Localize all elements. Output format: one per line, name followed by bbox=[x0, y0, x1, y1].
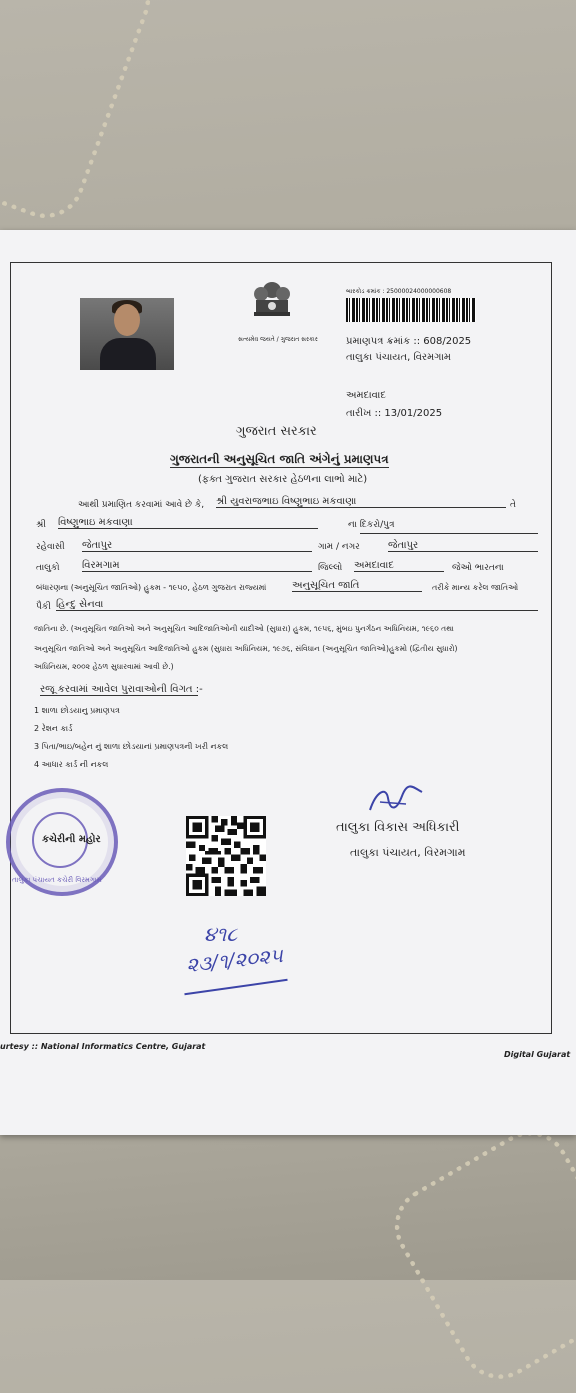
background-rope bbox=[0, 0, 161, 229]
ashoka-emblem-icon bbox=[246, 278, 298, 330]
resident-label: રહેવાસી bbox=[36, 542, 65, 552]
city: અમદાવાદ bbox=[346, 390, 386, 401]
footer-brand: Digital Gujarat bbox=[504, 1050, 571, 1059]
taluka-value: વિરમગામ bbox=[82, 560, 312, 572]
para-line-1: જાતિના છે. (અનુસૂચિત જાતિઓ અને અનુસૂચિત આદિજાતિઓની યાદીઓ (સુધારા) હુકમ, ૧૯૫૬, મુંબઇ પુનર્ગઠન અધિનિયમ, ૧૯૬૦ તથા bbox=[34, 624, 454, 633]
para-line-3: અધિનિયમ, ૨૦૦૨ હેઠળ સુધારવામાં આવી છે.) bbox=[34, 662, 174, 671]
certificate-subtitle: (ફક્ત ગુજરાત સરકાર હેઠળના લાભો માટે) bbox=[198, 474, 368, 485]
footer-courtesy: urtesy :: National Informatics Centre, Gujarat bbox=[0, 1042, 206, 1051]
village-value: જેતાપુર bbox=[388, 540, 538, 552]
caste-category: અનુસૂચિત જાતિ bbox=[292, 580, 422, 592]
india-text: જેઓ ભારતના bbox=[452, 563, 504, 573]
village-label: ગામ / નગર bbox=[318, 542, 360, 552]
father-name: વિષ્ણુભાઇ મકવાણા bbox=[58, 517, 318, 529]
handwritten-date: ૨૩/૧/૨૦૨૫ bbox=[185, 942, 284, 978]
certificate-title: ગુજરાતની અનુસૂચિત જાતિ અંગેનું પ્રમાણપત્ર bbox=[170, 452, 389, 466]
district-label: જિલ્લો bbox=[318, 563, 343, 573]
certificate-number: પ્રમાણપત્ર ક્રમાંક :: 608/2025 bbox=[346, 336, 472, 347]
officer-designation: તાલુકા વિકાસ અધિકારી bbox=[336, 820, 460, 835]
document-item: 4 આધાર કાર્ડ ની નકલ bbox=[34, 760, 109, 769]
emblem-caption: સત્યમેવ જયતે / ગુજરાત સરકાર bbox=[238, 336, 318, 343]
applicant-photo bbox=[80, 298, 174, 370]
para-line-2: અનુસૂચિત જાતિઓ અને અનુસૂચિત આદિજાતિઓ હુકમ (સુધારા અધિનિયમ, ૧૯૭૬, સંવિધાન (અનુસૂચિત જાતિઓ)હુકમો (દ્વિતીય સુધારો) bbox=[34, 644, 458, 653]
line1-prefix: આથી પ્રમાણિત કરવામાં આવે છે કે, bbox=[78, 500, 205, 510]
handwritten-number: ૪૧૮ bbox=[204, 922, 238, 946]
issue-date: તારીખ :: 13/01/2025 bbox=[346, 408, 443, 419]
caste-name-prefix: પૈકી bbox=[36, 602, 51, 612]
relation-label: ના દિકરો/પુત્ર bbox=[348, 520, 395, 530]
gov-title: ગુજરાત સરકાર bbox=[236, 424, 317, 439]
office-line: તાલુકા પંચાયત, વિરમગામ bbox=[346, 352, 451, 363]
officer-signature bbox=[366, 782, 426, 818]
document-item: 3 પિતા/ભાઇ/બહેન નું શાળા છોડયાનાં પ્રમાણપત્રની ખરી નકલ bbox=[34, 742, 229, 751]
applicant-name: શ્રી યુવરાજભાઇ વિષ્ણુભાઇ મકવાણા bbox=[216, 496, 506, 508]
officer-office: તાલુકા પંચાયત, વિરમગામ bbox=[350, 846, 466, 859]
constitution-text: બંધારણના (અનુસૂચિત જાતિઓ) હુકમ - ૧૯૫૦, હેઠળ ગુજરાત રાજ્યમાં bbox=[36, 583, 267, 592]
background-rope bbox=[380, 1117, 576, 1393]
document-item: 1 શાળા છોડયાનુ પ્રમાણપત્ર bbox=[34, 706, 120, 715]
documents-heading: રજૂ કરવામાં આવેલ પુરાવાઓની વિગત :- bbox=[40, 684, 203, 695]
barcode bbox=[346, 298, 476, 322]
caste-name: હિન્દુ સેનવા bbox=[56, 599, 538, 611]
father-prefix: શ્રી bbox=[36, 520, 46, 530]
resident-value: જેતાપુર bbox=[82, 540, 312, 552]
qr-code bbox=[186, 816, 266, 896]
recognized-text: તરીકે માન્ય કરેલ જાતિઓ bbox=[432, 583, 519, 592]
line1-suffix: તે bbox=[510, 500, 516, 510]
barcode-number: બારકોડ ક્રમાંક : 25000024000000608 bbox=[346, 288, 452, 295]
stamp-ring-text: તાલુકા પંચાયત કચેરી વિરમગામ bbox=[12, 876, 102, 884]
stamp-label: કચેરીની મહોર bbox=[42, 834, 101, 845]
district-value: અમદાવાદ bbox=[354, 560, 444, 572]
relation-underline bbox=[360, 532, 538, 534]
document-item: 2 રેશન કાર્ડ bbox=[34, 724, 73, 733]
taluka-label: તાલુકો bbox=[36, 563, 60, 573]
